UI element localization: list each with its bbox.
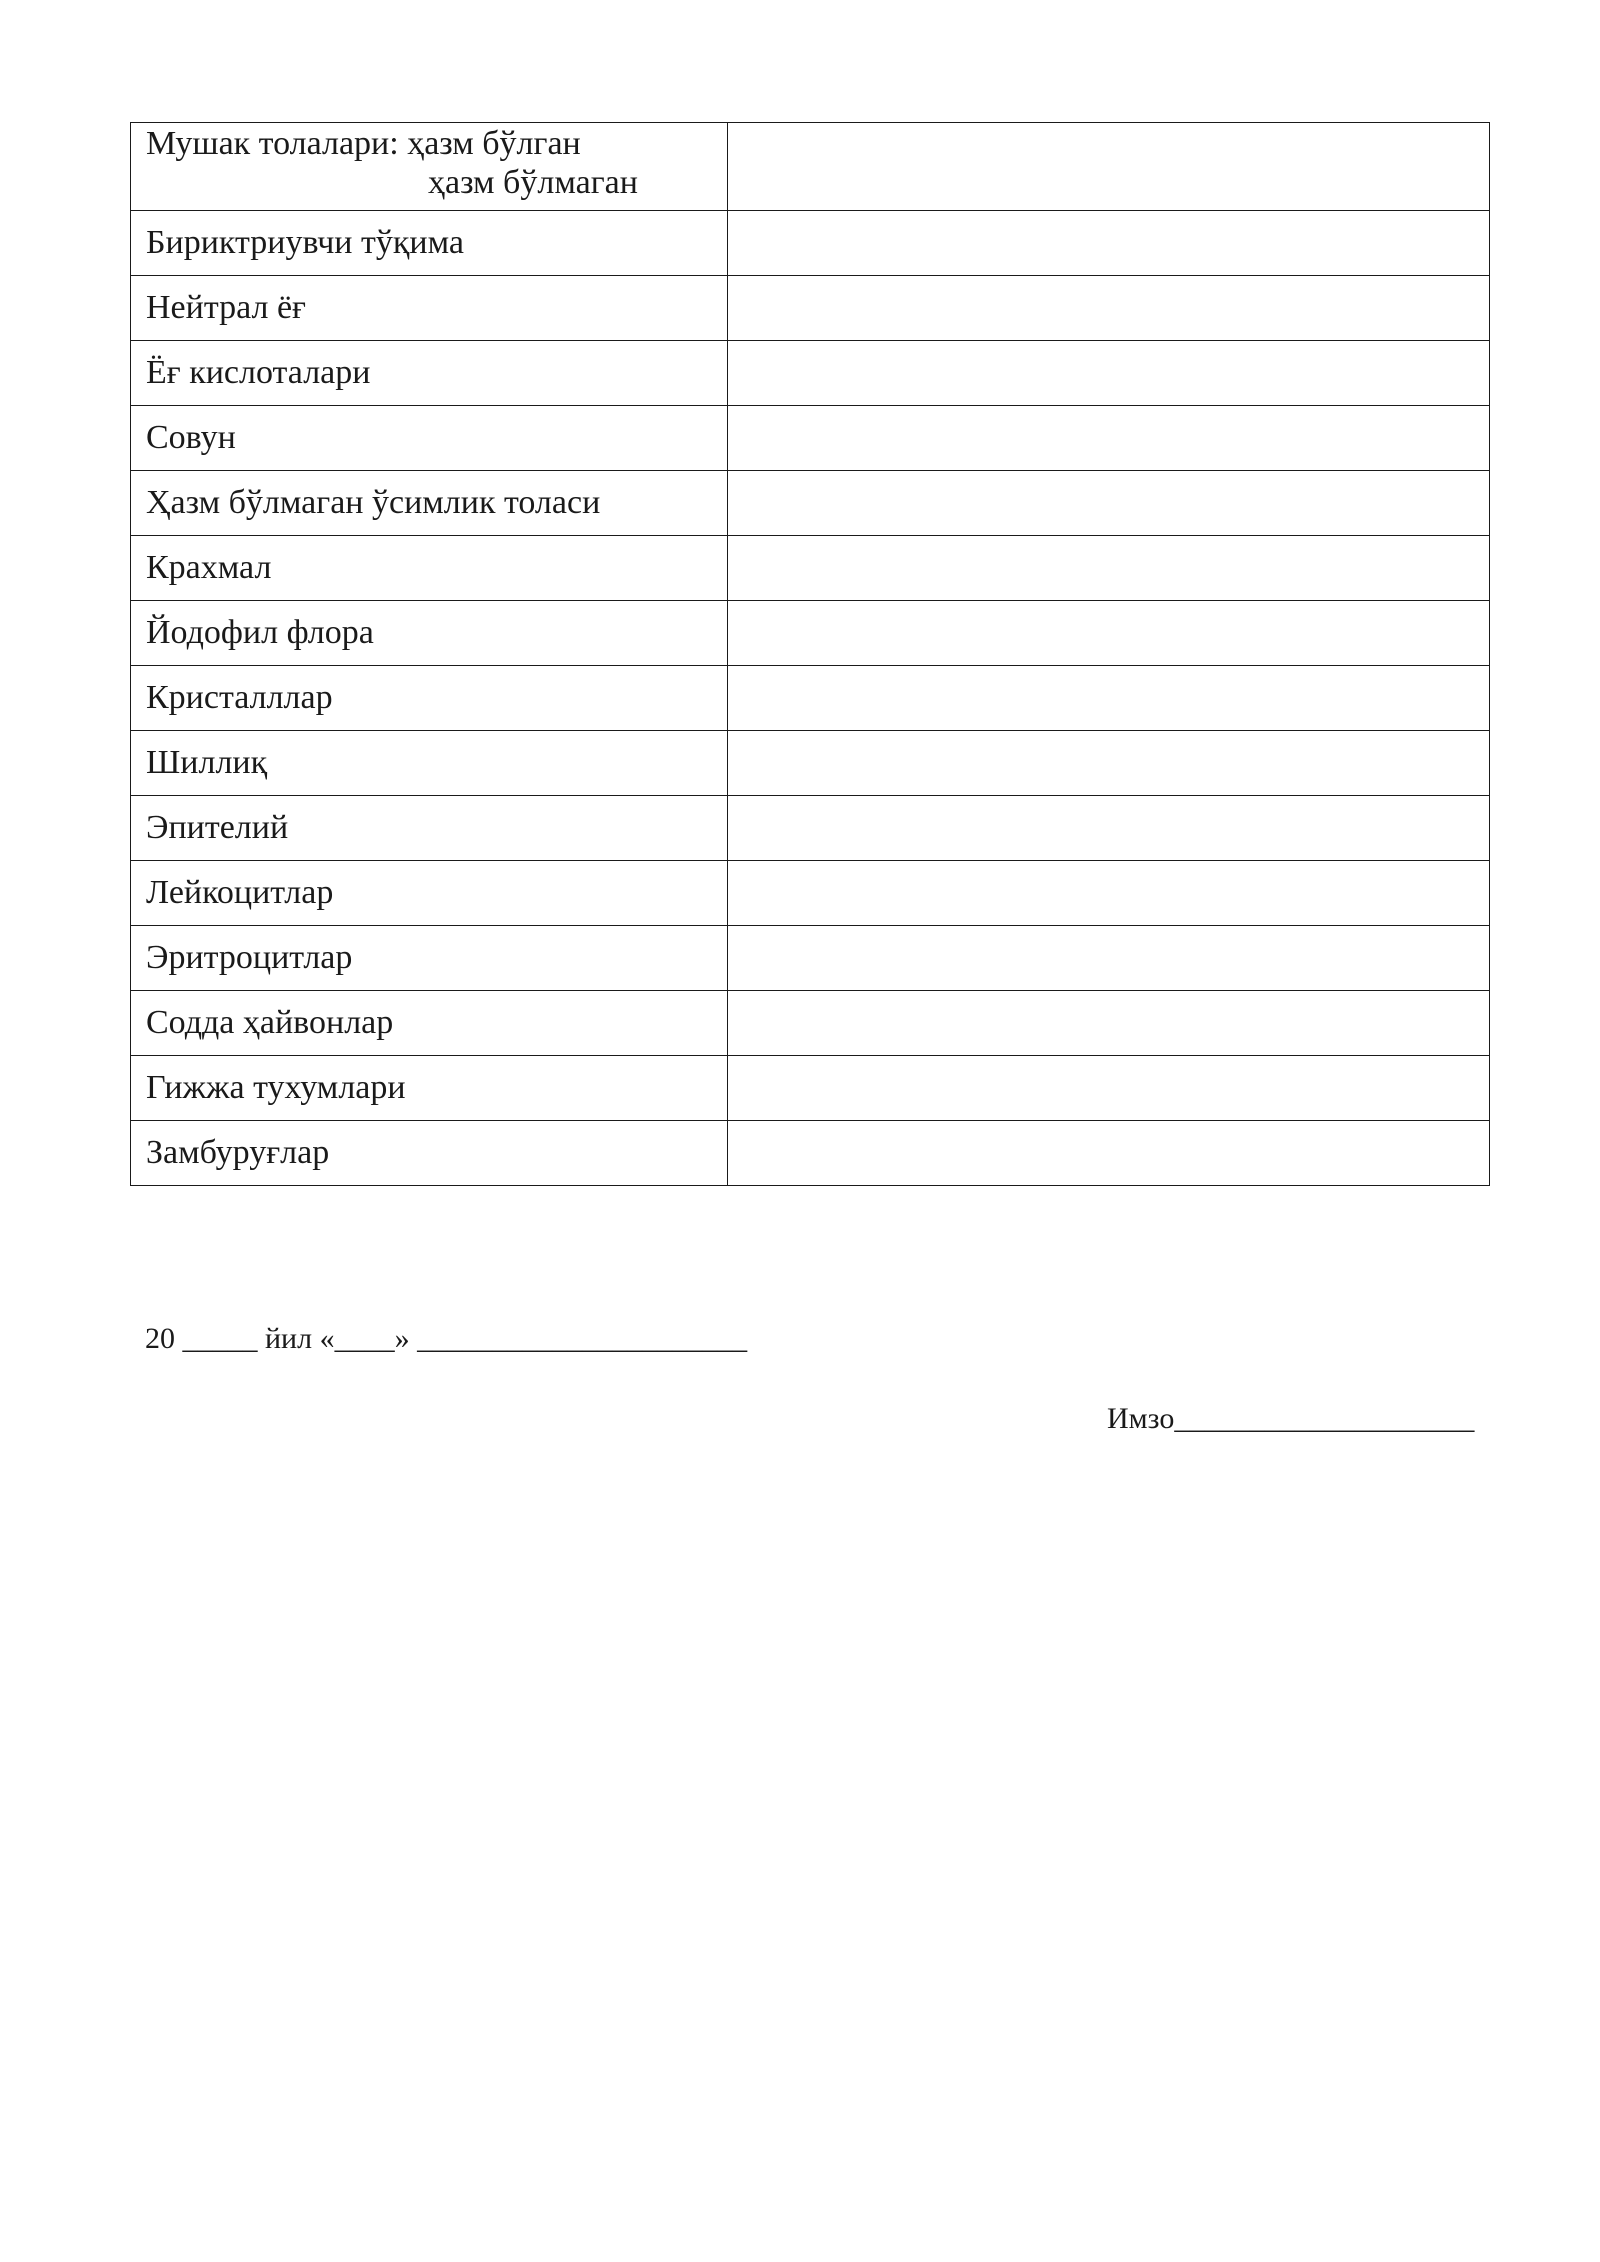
row-label: Совун bbox=[131, 406, 728, 471]
row-value-cell bbox=[728, 1121, 1490, 1186]
row-value-cell bbox=[728, 123, 1490, 211]
row-value-cell bbox=[728, 341, 1490, 406]
row-label: Бириктриувчи тўқима bbox=[131, 211, 728, 276]
row-value-cell bbox=[728, 406, 1490, 471]
row-label-line-2: ҳазм бўлмаган bbox=[428, 164, 638, 202]
table-row bbox=[131, 731, 1490, 796]
results-table-body bbox=[131, 123, 1490, 1186]
row-value-cell bbox=[728, 276, 1490, 341]
table-row bbox=[131, 861, 1490, 926]
row-label: Гижжа тухумлари bbox=[131, 1056, 728, 1121]
row-label: Ҳазм бўлмаган ўсимлик толаси bbox=[131, 471, 728, 536]
row-label: Крахмал bbox=[131, 536, 728, 601]
table-row bbox=[131, 471, 1490, 536]
row-value-cell bbox=[728, 796, 1490, 861]
row-value-cell bbox=[728, 991, 1490, 1056]
row-label-line-1: Мушак толалари: ҳазм бўлган bbox=[146, 125, 581, 162]
table-row bbox=[131, 536, 1490, 601]
row-label: Замбуруғлар bbox=[131, 1121, 728, 1186]
signature-line: Имзо____________________ bbox=[1107, 1402, 1475, 1435]
row-value-cell bbox=[728, 211, 1490, 276]
row-label: Нейтрал ёғ bbox=[131, 276, 728, 341]
table-row bbox=[131, 341, 1490, 406]
table-row bbox=[131, 1056, 1490, 1121]
row-label: Йодофил флора bbox=[131, 601, 728, 666]
row-label: Ёғ кислоталари bbox=[131, 341, 728, 406]
row-value-cell bbox=[728, 601, 1490, 666]
row-value-cell bbox=[728, 666, 1490, 731]
date-line: 20 _____ йил «____» ______________________ bbox=[145, 1322, 748, 1355]
table-row bbox=[131, 926, 1490, 991]
row-value-cell bbox=[728, 536, 1490, 601]
row-label: Содда ҳайвонлар bbox=[131, 991, 728, 1056]
row-label: Кристалллар bbox=[131, 666, 728, 731]
row-value-cell bbox=[728, 471, 1490, 536]
table-row bbox=[131, 123, 1490, 211]
table-row bbox=[131, 406, 1490, 471]
row-label: Лейкоцитлар bbox=[131, 861, 728, 926]
row-label: Эпителий bbox=[131, 796, 728, 861]
table-row bbox=[131, 666, 1490, 731]
table-row bbox=[131, 211, 1490, 276]
row-value-cell bbox=[728, 861, 1490, 926]
row-value-cell bbox=[728, 1056, 1490, 1121]
table-row bbox=[131, 796, 1490, 861]
row-label: Шиллиқ bbox=[131, 731, 728, 796]
row-label bbox=[131, 123, 728, 211]
row-value-cell bbox=[728, 731, 1490, 796]
row-label: Эритроцитлар bbox=[131, 926, 728, 991]
table-row bbox=[131, 276, 1490, 341]
row-value-cell bbox=[728, 926, 1490, 991]
results-table bbox=[130, 122, 1490, 1186]
table-row bbox=[131, 991, 1490, 1056]
table-row bbox=[131, 1121, 1490, 1186]
table-row bbox=[131, 601, 1490, 666]
